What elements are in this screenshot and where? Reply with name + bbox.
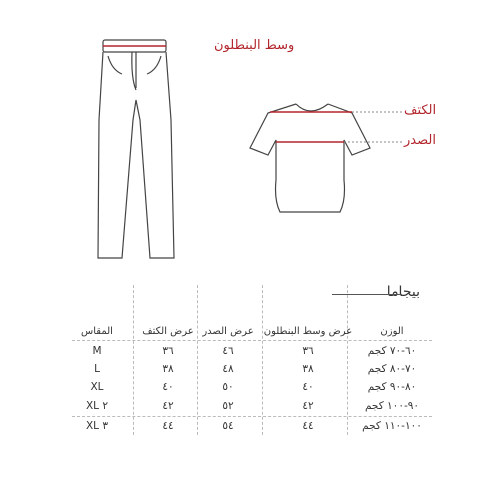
- header-shoulder: عرض الكتف: [142, 326, 194, 337]
- cell-shoulder: ٤٢: [162, 400, 174, 412]
- cell-chest: ٥٠: [222, 381, 234, 393]
- cell-size: XL ٣: [85, 420, 109, 432]
- cell-chest: ٤٨: [222, 363, 234, 375]
- row-divider: [72, 340, 432, 341]
- column-divider: [347, 285, 348, 435]
- header-chest: عرض الصدر: [202, 326, 254, 337]
- cell-size: XL ٢: [85, 400, 109, 412]
- cell-waist: ٤٠: [302, 381, 314, 393]
- cell-shoulder: ٤٠: [162, 381, 174, 393]
- cell-weight: ١٠٠-١١٠ كجم: [362, 420, 422, 432]
- header-waist: عرض وسط البنطلون: [263, 326, 353, 337]
- cell-weight: ٩٠-١٠٠ كجم: [364, 400, 420, 412]
- header-size: المقاس: [81, 326, 113, 337]
- column-divider: [262, 285, 263, 435]
- cell-shoulder: ٣٦: [162, 345, 174, 357]
- column-divider: [133, 285, 134, 435]
- tshirt-icon: [250, 104, 370, 212]
- shoulder-label: الكتف: [404, 103, 437, 118]
- table-title: بيجاما: [386, 284, 420, 300]
- cell-size: M: [92, 345, 102, 357]
- cell-size: L: [94, 363, 100, 375]
- cell-weight: ٨٠-٩٠ كجم: [367, 381, 417, 393]
- cell-waist: ٣٦: [302, 345, 314, 357]
- pants-waist-label: وسط البنطلون: [214, 38, 295, 53]
- row-divider: [72, 416, 432, 417]
- cell-waist: ٤٤: [302, 420, 314, 432]
- cell-chest: ٤٦: [222, 345, 234, 357]
- header-weight: الوزن: [380, 326, 404, 337]
- chest-label: الصدر: [404, 133, 436, 148]
- cell-weight: ٧٠-٨٠ كجم: [367, 363, 417, 375]
- cell-waist: ٤٢: [302, 400, 314, 412]
- cell-chest: ٥٢: [222, 400, 234, 412]
- pants-icon: [98, 40, 174, 258]
- column-divider: [197, 285, 198, 435]
- cell-waist: ٣٨: [302, 363, 314, 375]
- cell-shoulder: ٤٤: [162, 420, 174, 432]
- cell-chest: ٥٤: [222, 420, 234, 432]
- cell-shoulder: ٣٨: [162, 363, 174, 375]
- cell-size: XL: [90, 381, 104, 393]
- cell-weight: ٦٠-٧٠ كجم: [367, 345, 417, 357]
- title-underline: [332, 294, 402, 295]
